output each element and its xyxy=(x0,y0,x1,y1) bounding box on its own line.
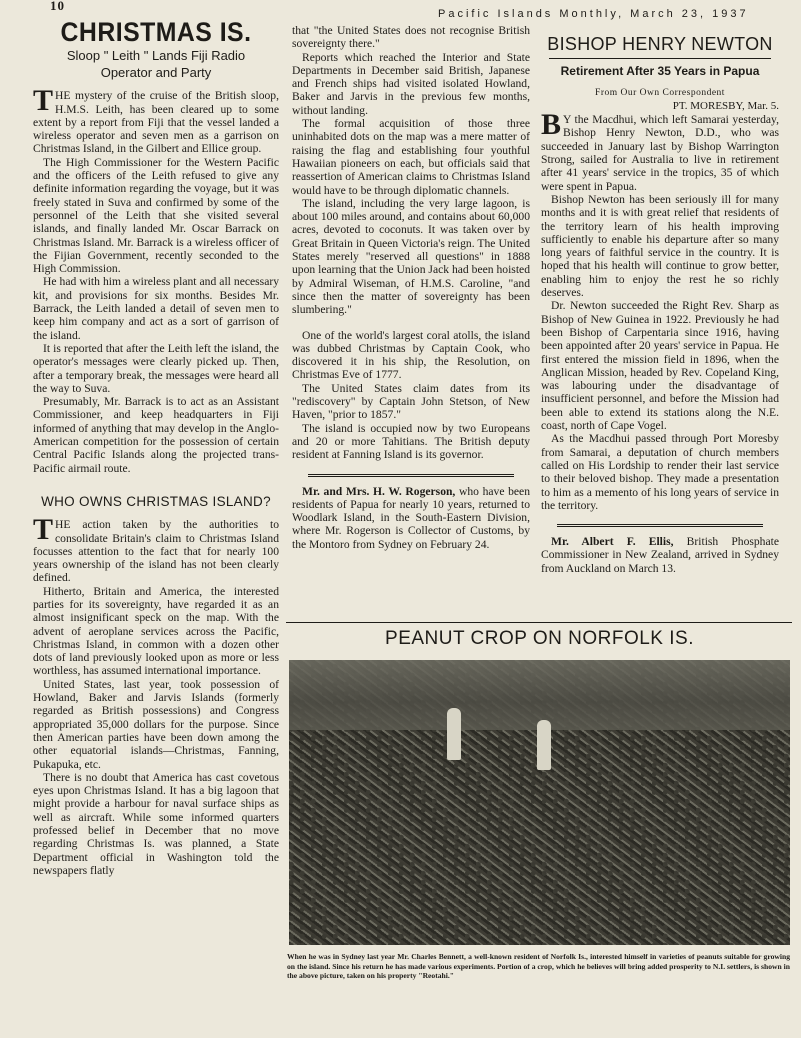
article-paragraph: that "the United States does not recognise British sovereignty there." xyxy=(292,24,530,51)
article-paragraph: THE action taken by the authorities to consolidate Britain's claim to Christmas Island focusses attention to the fact that for nearly 100 years ownership of the island has not been clearly defined. xyxy=(33,513,279,585)
column-1 xyxy=(33,17,279,877)
article-paragraph: The island, including the very large lagoon, is about 100 miles around, and contains about 60,000 acres, devoted to coconuts. It was taken over by Great Britain in Queen Victoria's reign. The United States merely "reserved all questions" in 1888 upon learning that the Union Jack had been hoisted by Admiral Wiseman, of H.M.S. Caroline, "and since then the matter of sovereignty has been slumbering." xyxy=(292,196,530,317)
article-paragraph: The island is occupied now by two Europeans and 20 or more Tahitians. The British deputy resident at Fanning Island is its governor. xyxy=(292,421,530,462)
drop-cap: B xyxy=(541,108,562,142)
photo-caption: When he was in Sydney last year Mr. Charles Bennett, a well-known resident of Norfolk Is., interested himself in varieties of peanuts suitable for growing on the island. Since his return he has made various experiments. Portion of a crop, which he believes will bring added prosperity to N.I. settlers, is shown in the above picture, taken on his property "Reotahi." xyxy=(287,952,790,980)
page-number: 10 xyxy=(50,0,65,13)
column-3 xyxy=(541,34,779,575)
article-paragraph: He had with him a wireless plant and all necessary kit, and provisions for six months. Besides Mr. Barrack, the Leith landed a detail of seven men to keep him company and act as a sort of garrison of the island. xyxy=(33,275,279,342)
article-paragraph: THE mystery of the cruise of the British sloop, H.M.S. Leith, has been cleared up to some extent by a report from Fiji that the vessel landed a wireless operator and seven men as a garrison on Christmas Island, in the Gilbert and Ellice group. xyxy=(33,84,279,156)
separator-rule xyxy=(308,474,514,477)
column-2 xyxy=(292,24,530,551)
article-paragraph: One of the world's largest coral atolls, the island was dubbed Christmas by Captain Cook, who discovered it in his ship, the Resolution, on Christmas Eve of 1777. xyxy=(292,328,530,382)
drop-cap: T xyxy=(33,84,54,118)
news-note-ellis: Mr. Albert F. Ellis, British Phosphate Commissioner in New Zealand, arrived in Sydney from Auckland on March 13. xyxy=(541,535,779,575)
subhead-line-2: Operator and Party xyxy=(100,65,212,81)
article-paragraph: It is reported that after the Leith left the island, the operator's messages were clearly picked up. Then, after a temporary break, the messages were heard all the way to Suva. xyxy=(33,341,279,395)
person-figure xyxy=(537,720,551,770)
news-note-rogerson: Mr. and Mrs. H. W. Rogerson, who have been residents of Papua for nearly 10 years, returned to Woodlark Island, in the South-Eastern Division, where Mr. Rogerson is Collector of Customs, by the Montoro from Sydney on February 24. xyxy=(292,484,530,551)
subhead-christmas xyxy=(33,47,279,81)
dateline: PT. MORESBY, Mar. 5. xyxy=(672,99,779,112)
article-paragraph: The United States claim dates from its "rediscovery" by Captain John Stetson, of New Haven, "prior to 1857." xyxy=(292,381,530,422)
separator-rule xyxy=(557,524,763,527)
person-figure xyxy=(447,708,461,760)
drop-cap: T xyxy=(33,513,54,547)
headline-bishop: BISHOP HENRY NEWTON xyxy=(547,34,773,54)
headline-christmas-island: CHRISTMAS IS. xyxy=(60,17,252,47)
article-paragraph: United States, last year, took possession of Howland, Baker and Jarvis Islands (formerly regarded as British possessions) and Congress appropriated 35,000 dollars for the purpose. Since then American parties have been down among the other equatorial islands—Christmas, Fanning, Pukapuka, etc. xyxy=(33,677,279,771)
article-paragraph: There is no doubt that America has cast covetous eyes upon Christmas Island. It has a big lagoon that might provide a harbour for naval surface ships as well as aircraft. While some informed quarters professed belief in December that no move regarding Christmas Is. was planned, a State Department official in Washington told the newspapers flatly xyxy=(33,770,279,877)
separator-rule xyxy=(549,58,771,59)
article-paragraph: Reports which reached the Interior and State Departments in December said British, Japanese and French ships had visited isolated Howland, Baker and Jarvis in the previous few months, without landing. xyxy=(292,50,530,117)
article-paragraph: B Y the Macdhui, which left Samarai yesterday, Bishop Henry Newton, D.D., who was succeeded in January last by Bishop Warrington Strong, sailed for Australia to live in retirement after 41 years' service in the tropics, 35 of which were spent in Papua. xyxy=(541,108,779,193)
running-head: Pacific Islands Monthly, March 23, 1937 xyxy=(438,8,749,20)
subhead-line-1: Sloop " Leith " Lands Fiji Radio xyxy=(66,48,246,64)
tree-line xyxy=(289,660,790,730)
headline-who-owns: WHO OWNS CHRISTMAS ISLAND? xyxy=(41,493,271,509)
article-paragraph: As the Macdhui passed through Port Moresby from Samarai, a deputation of church members called on His Lordship to render their last service to their beloved bishop. They made a presentation to him as a memento of his long years of service in the territory. xyxy=(541,432,779,512)
article-paragraph: The High Commissioner for the Western Pacific and the officers of the Leith refused to give any definite information regarding the voyage, but it was freely stated in Suva and confirmed by some of the personnel of the Leith that she visited several islands, and finally landed Mr. Oscar Barrack on Christmas Island. Mr. Barrack is a wireless officer of the Fijian Government, recently seconded to the High Commission. xyxy=(33,155,279,276)
article-paragraph: Hitherto, Britain and America, the interested parties for its sovereignty, have regarded it as an almost insignificant speck on the map. With the advent of aeroplane services across the Pacific, Christmas Island, in common with a dozen other dots of land previously looked upon as more or less worthless, has assumed international importance. xyxy=(33,584,279,678)
subhead-retirement: Retirement After 35 Years in Papua xyxy=(560,64,760,79)
photo-top-rule xyxy=(286,622,792,623)
article-paragraph: Dr. Newton succeeded the Right Rev. Sharp as Bishop of New Guinea in 1922. Previously he had been Bishop of Carpentaria since 1916, having been appointed after 20 years' service in Papua. He first entered the mission field in 1896, when the Anglican Mission, headed by Rev. Copeland King, was labouring under the disadvantage of insufficient personnel, and before the Mission had been able to extend its stations along the N.E. coast, north of Cape Vogel. xyxy=(541,299,779,433)
article-paragraph: Bishop Newton has been seriously ill for many months and it is with great relief that residents of the territory learn of his health improving sufficiently to enable his departure after so many long years of faithful service in the country. It is hoped that his health will continue to grow better, enabling him to enjoy the rest he so richly deserves. xyxy=(541,192,779,300)
article-paragraph: Presumably, Mr. Barrack is to act as an Assistant Commissioner, and keep headquarters in Fiji informed of anything that may develop in the Anglo-American competition for the possession of certain Central Pacific Islands along the projected trans-Pacific airmail route. xyxy=(33,395,279,475)
byline: From Our Own Correspondent xyxy=(595,87,725,98)
headline-peanut-crop: PEANUT CROP ON NORFOLK IS. xyxy=(385,628,694,649)
peanut-crop-photo xyxy=(289,660,790,945)
article-paragraph: The formal acquisition of those three uninhabited dots on the map was a mere matter of raising the flag and establishing four youthful Hawaiian pioneers on each, but officials said that reassertion of American claims to Christmas Island would have to be through diplomatic channels. xyxy=(292,117,530,197)
